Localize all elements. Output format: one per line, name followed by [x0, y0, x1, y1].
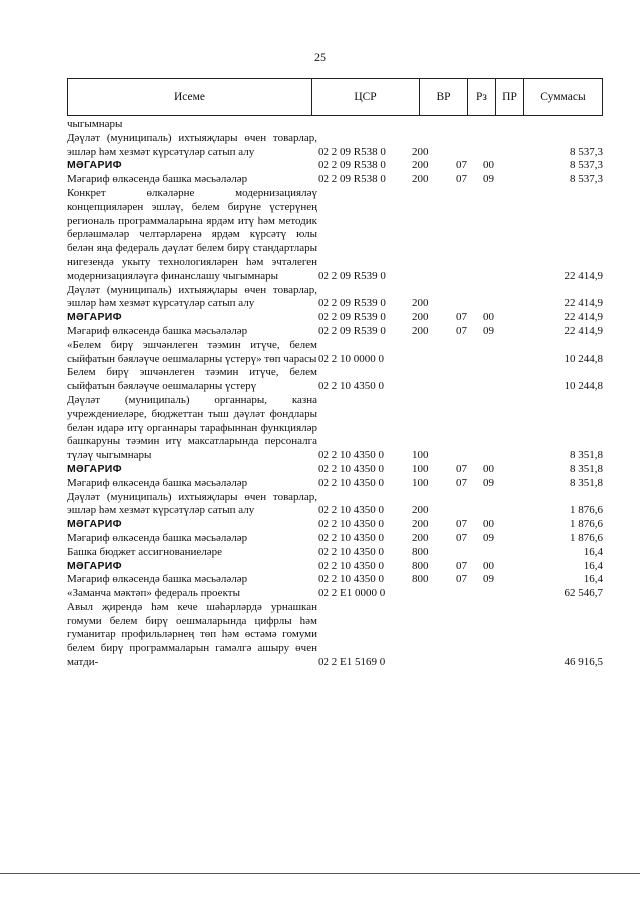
table-row: [67, 587, 603, 601]
row-sum: 22 414,9: [564, 324, 603, 337]
row-csr: 02 2 10 4350 0: [318, 380, 384, 393]
row-sum: 8 537,3: [570, 173, 603, 186]
row-vr: 200: [412, 173, 429, 186]
row-csr: 02 2 E1 0000 0: [318, 587, 386, 600]
row-vr: 200: [412, 324, 429, 337]
row-sum: 22 414,9: [564, 311, 603, 324]
row-sum: 8 537,3: [570, 159, 603, 172]
table-header: [67, 78, 603, 116]
row-csr: 02 2 09 R539 0: [318, 297, 386, 310]
row-pr: 00: [483, 159, 494, 172]
row-csr: 02 2 09 R538 0: [318, 173, 386, 186]
row-csr: 02 2 10 0000 0: [318, 352, 384, 365]
row-vr: 800: [412, 545, 429, 558]
row-rz: 07: [456, 573, 467, 586]
table-row: [67, 546, 603, 560]
row-name: Дәүләт (муниципаль) ихтыяҗлары өчен товарлар, эшләр һәм хезмәт күрсәтүләр сатып алу: [67, 283, 317, 310]
row-vr: 100: [412, 462, 429, 475]
row-vr: 200: [412, 531, 429, 544]
row-name: «Заманча мәктәп» федераль проекты: [67, 587, 240, 600]
page-number: 25: [314, 50, 326, 64]
table-row: [67, 532, 603, 546]
row-sum: 1 876,6: [570, 504, 603, 517]
row-csr: 02 2 10 4350 0: [318, 504, 384, 517]
row-name: МӘГАРИФ: [67, 311, 122, 324]
row-csr: 02 2 10 4350 0: [318, 462, 384, 475]
row-vr: 200: [412, 145, 429, 158]
row-sum: 8 537,3: [570, 145, 603, 158]
table-row: [67, 366, 603, 394]
row-sum: 10 244,8: [564, 352, 603, 365]
row-name: МӘГАРИФ: [67, 462, 122, 475]
table-row: [67, 463, 603, 477]
row-sum: 46 916,5: [564, 656, 603, 669]
row-name: Дәүләт (муниципаль) ихтыяҗлары өчен товарлар, эшләр һәм хезмәт күрсәтүләр сатып алу: [67, 490, 317, 517]
row-name: Башка бюджет ассигнованиеләре: [67, 545, 222, 558]
row-name: Мәгариф өлкәсендә башка мәсьәләләр: [67, 573, 248, 586]
table-row: [67, 132, 603, 160]
row-csr: 02 2 09 R539 0: [318, 311, 386, 324]
table-row: [67, 118, 603, 132]
row-csr: 02 2 09 R539 0: [318, 269, 386, 282]
header-pr: ПР: [496, 79, 524, 115]
row-pr: 00: [483, 462, 494, 475]
row-rz: 07: [456, 159, 467, 172]
table-body: [67, 118, 603, 670]
table-row: [67, 311, 603, 325]
table-row: [67, 573, 603, 587]
row-name: Белем бирү эшчәнлеген тәэмин итүче, белем сыйфатын бәяләүче оешмаларны үстерү: [67, 366, 317, 393]
table-row: [67, 477, 603, 491]
row-pr: 09: [483, 531, 494, 544]
row-rz: 07: [456, 559, 467, 572]
row-vr: 200: [412, 159, 429, 172]
row-pr: 09: [483, 476, 494, 489]
row-csr: 02 2 10 4350 0: [318, 573, 384, 586]
row-name: МӘГАРИФ: [67, 159, 122, 172]
row-name: Мәгариф өлкәсендә башка мәсьәләләр: [67, 531, 248, 544]
row-vr: 200: [412, 311, 429, 324]
row-vr: 100: [412, 476, 429, 489]
row-vr: 100: [412, 449, 429, 462]
row-name: Мәгариф өлкәсендә башка мәсьәләләр: [67, 324, 248, 337]
row-name: Мәгариф өлкәсендә башка мәсьәләләр: [67, 173, 248, 186]
table-row: [67, 394, 603, 463]
row-rz: 07: [456, 462, 467, 475]
row-sum: 1 876,6: [570, 531, 603, 544]
row-name: чыгымнары: [67, 118, 123, 130]
row-sum: 10 244,8: [564, 380, 603, 393]
row-csr: 02 2 09 R538 0: [318, 159, 386, 172]
row-name: Дәүләт (муниципаль) органнары, казна учреждениеләре, бюджеттан тыш дәүләт фондлары белән идарә итү органнары тарафыннан функцияләр башкаруны тәэмин итү максатларында персоналга түләү чыгымнары: [67, 393, 317, 462]
row-vr: 200: [412, 518, 429, 531]
row-pr: 00: [483, 559, 494, 572]
row-sum: 22 414,9: [564, 297, 603, 310]
row-name: МӘГАРИФ: [67, 518, 122, 531]
row-name: МӘГАРИФ: [67, 559, 122, 572]
row-csr: 02 2 10 4350 0: [318, 545, 384, 558]
row-rz: 07: [456, 531, 467, 544]
table-row: [67, 325, 603, 339]
row-vr: 800: [412, 559, 429, 572]
table-row: [67, 187, 603, 284]
row-csr: 02 2 10 4350 0: [318, 518, 384, 531]
header-rz: Рз: [468, 79, 496, 115]
row-pr: 09: [483, 173, 494, 186]
row-csr: 02 2 E1 5169 0: [318, 656, 386, 669]
row-vr: 200: [412, 504, 429, 517]
table-row: [67, 173, 603, 187]
row-name: Конкрет өлкәләрне модернизацияләү концепцияләрен эшләү, белем бирүне үстерүнең региональ программаларына ярдәм итү һәм методик берләшмәләр челтәрләренә ярдәм күрсәтү юлы белән яңа федераль дәүләт белем бирү стандартлары нигезендә укыту технологияләрен һәм эчтәлеген модернизацияләүгә финанслашу чыгымнары: [67, 186, 317, 282]
header-name: Исеме: [68, 79, 312, 115]
row-sum: 8 351,8: [570, 476, 603, 489]
row-sum: 8 351,8: [570, 462, 603, 475]
row-pr: 09: [483, 324, 494, 337]
row-sum: 16,4: [583, 573, 603, 586]
row-name: Мәгариф өлкәсендә башка мәсьәләләр: [67, 476, 248, 489]
row-sum: 8 351,8: [570, 449, 603, 462]
row-pr: 00: [483, 311, 494, 324]
row-sum: 22 414,9: [564, 269, 603, 282]
row-sum: 62 546,7: [564, 587, 603, 600]
row-pr: 09: [483, 573, 494, 586]
row-name: «Белем бирү эшчәнлеген тәэмин итүче, белем сыйфатын бәяләүче оешмаларны үстерү» төп чарасы: [67, 338, 317, 365]
table-row: [67, 339, 603, 367]
header-csr: ЦСР: [312, 79, 420, 115]
row-csr: 02 2 10 4350 0: [318, 559, 384, 572]
table-row: [67, 601, 603, 670]
row-csr: 02 2 10 4350 0: [318, 476, 384, 489]
row-name: Авыл җирендә һәм кече шәһәрләрдә урнашкан гомуми белем бирү оешмаларында цифрлы һәм гуманитар профильләрнең төп һәм өстәмә гомуми белем бирү программаларын гамәлгә ашыру өчен матди-: [67, 600, 317, 669]
table-row: [67, 284, 603, 312]
table-row: [67, 159, 603, 173]
row-pr: 00: [483, 518, 494, 531]
row-csr: 02 2 10 4350 0: [318, 531, 384, 544]
page-bottom-rule: [0, 873, 640, 874]
row-rz: 07: [456, 173, 467, 186]
row-vr: 800: [412, 573, 429, 586]
row-sum: 16,4: [583, 545, 603, 558]
row-rz: 07: [456, 324, 467, 337]
table-row: [67, 560, 603, 574]
row-sum: 16,4: [583, 559, 603, 572]
row-csr: 02 2 09 R538 0: [318, 145, 386, 158]
header-vr: ВР: [420, 79, 468, 115]
row-vr: 200: [412, 297, 429, 310]
row-csr: 02 2 09 R539 0: [318, 324, 386, 337]
row-name: Дәүләт (муниципаль) ихтыяҗлары өчен товарлар, эшләр һәм хезмәт күрсәтүләр сатып алу: [67, 131, 317, 158]
table-row: [67, 491, 603, 519]
header-sum: Суммасы: [540, 91, 586, 103]
row-sum: 1 876,6: [570, 518, 603, 531]
row-csr: 02 2 10 4350 0: [318, 449, 384, 462]
row-rz: 07: [456, 518, 467, 531]
row-rz: 07: [456, 476, 467, 489]
row-rz: 07: [456, 311, 467, 324]
table-row: [67, 518, 603, 532]
